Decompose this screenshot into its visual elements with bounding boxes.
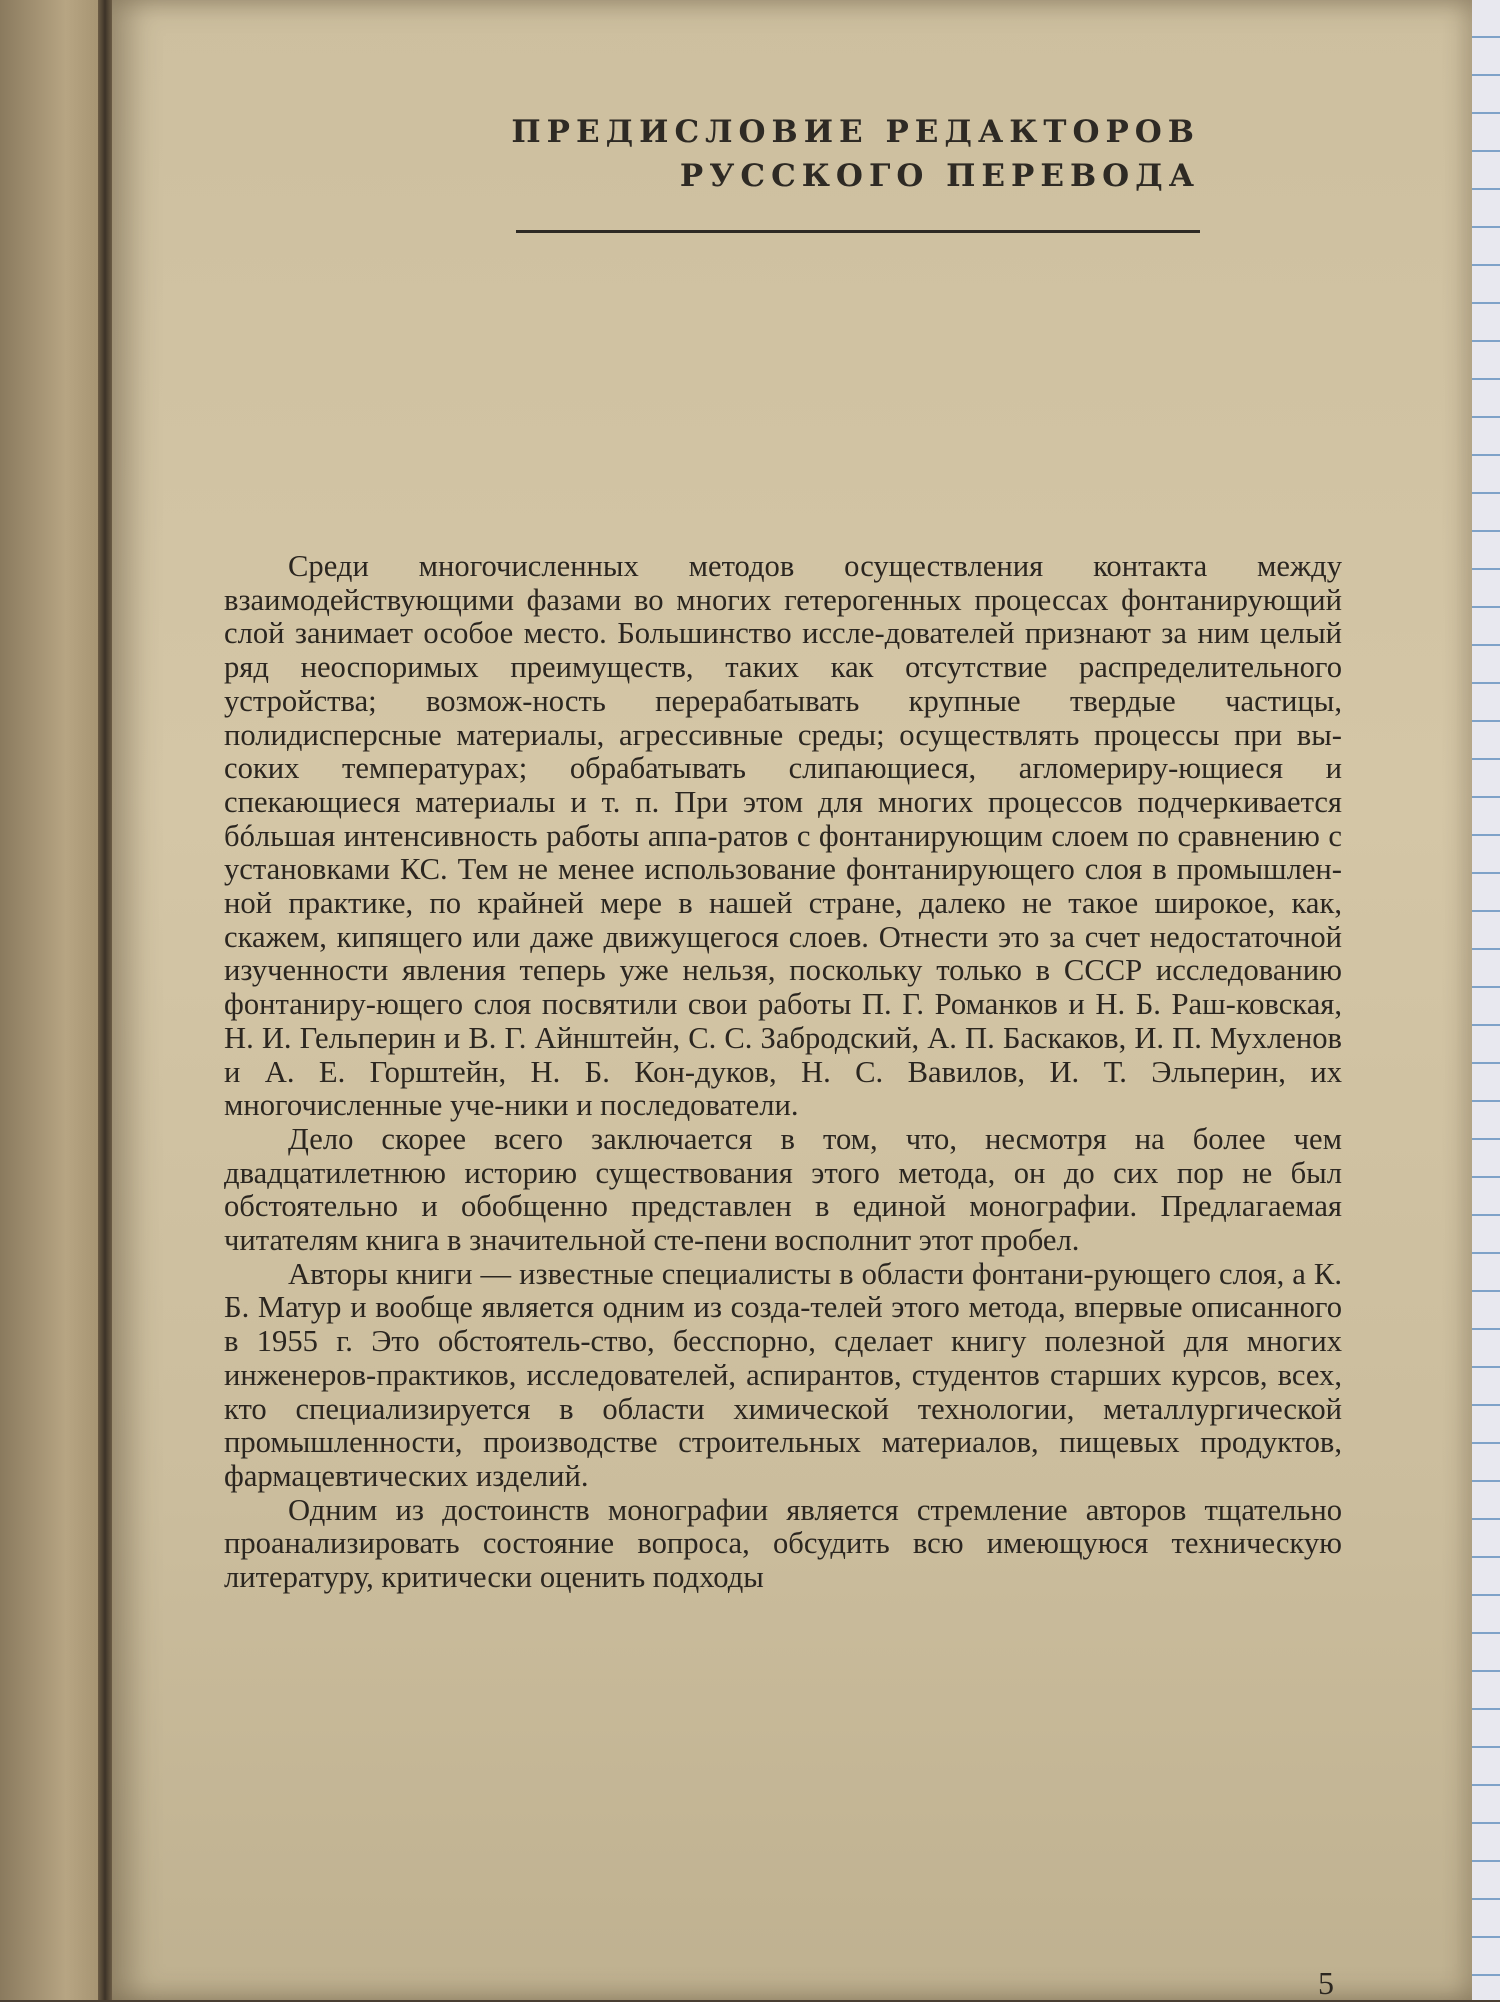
notebook-paper-edge [1472, 0, 1500, 2000]
heading-line-2: РУССКОГО ПЕРЕВОДА [679, 158, 1200, 194]
book-gutter [98, 0, 112, 2000]
heading-rule [516, 230, 1200, 233]
body-text [224, 550, 1342, 1595]
chapter-heading [400, 110, 1200, 198]
paragraph: Среди многочисленных методов осуществления контакта между взаимодействующими фазами во многих гетерогенных процессах фонтанирующий слой занимает особое место. Большинство иссле-дователей признают за ним целый ряд неоспоримых преимуществ, таких как отсутствие распределительного устройства; возмож-ность перерабатывать крупные твердые частицы, полидисперсные материалы, агрессивные среды; осуществлять процессы при вы-соких температурах; обрабатывать слипающиеся, агломериру-ющиеся и спекающиеся материалы и т. п. При этом для многих процессов подчеркивается бóльшая интенсивность работы аппа-ратов с фонтанирующим слоем по сравнению с установками КС. Тем не менее использование фонтанирующего слоя в промышлен-ной практике, по крайней мере в нашей стране, далеко не такое широкое, как, скажем, кипящего или даже движущегося слоев. Отнести это за счет недостаточной изученности явления теперь уже нельзя, поскольку только в СССР исследованию фонтаниру-ющего слоя посвятили свои работы П. Г. Романков и Н. Б. Раш-ковская, Н. И. Гельперин и В. Г. Айнштейн, С. С. Забродский, А. П. Баскаков, И. П. Мухленов и А. Е. Горштейн, Н. Б. Кон-дуков, Н. С. Вавилов, И. Т. Эльперин, их многочисленные уче-ники и последователи. [224, 549, 1342, 1123]
paragraph: Одним из достоинств монографии является стремление авторов тщательно проанализировать состояние вопроса, обсудить всю имеющуюся техническую литературу, критически оценить подходы [224, 1492, 1342, 1595]
paragraph: Авторы книги — известные специалисты в области фонтани-рующего слоя, а К. Б. Матур и вообще является одним из созда-телей этого метода, впервые описанного в 1955 г. Это обстоятель-ство, бесспорно, сделает книгу полезной для многих инженеров-практиков, исследователей, аспирантов, студентов старших курсов, всех, кто специализируется в области химической технологии, металлургической промышленности, производстве строительных материалов, пищевых продуктов, фармацевтических изделий. [224, 1256, 1342, 1493]
heading-line-1: ПРЕДИСЛОВИЕ РЕДАКТОРОВ [511, 114, 1200, 150]
paragraph: Дело скорее всего заключается в том, что, несмотря на более чем двадцатилетнюю историю существования этого метода, он до сих пор не был обстоятельно и обобщенно представлен в единой монографии. Предлагаемая читателям книга в значительной сте-пени восполнит этот пробел. [224, 1121, 1342, 1258]
page-number: 5 [1318, 1965, 1334, 2001]
